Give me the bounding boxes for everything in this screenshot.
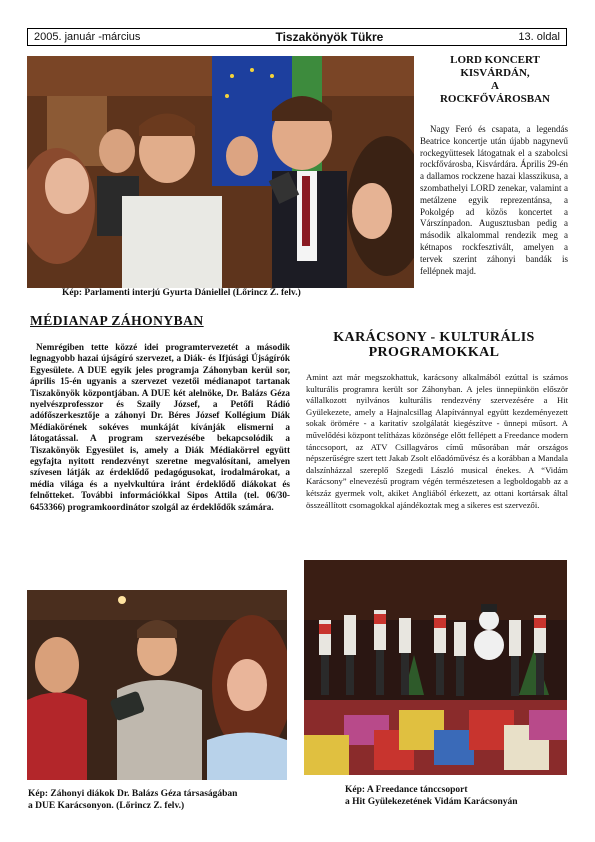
page-number: 13. oldal — [518, 31, 560, 43]
medianap-headline: MÉDIANAP ZÁHONYBAN — [30, 313, 204, 328]
photo-students-image — [27, 590, 287, 780]
lord-body: Nagy Feró és csapata, a legendás Beatrice koncertje után újabb nagynevű rockegyüttesek látogatnak el a szabolcsi rockfővárosba, Kisvárdára. Április 29-én a dallamos rockzene hazai klasszikusa, a szombathelyi LORD zenekar, valamint a metálzene egyik reprezentánsa, a Pokolgép ad közös koncertet a Várszínpadon. Augusztusban pedig a második alkalommal rendezik meg a kétnapos rockfesztivált, amelyen a tervek szerint záhonyi bandák is fellépnek majd. — [420, 124, 568, 276]
photo-freedance — [304, 560, 567, 775]
issue-date: 2005. január -március — [34, 31, 141, 43]
photo-parliament-interview-image — [27, 56, 414, 288]
photo-parliament-interview — [27, 56, 414, 288]
photo-freedance-caption-line2: a Hit Gyülekezetének Vidám Karácsonyán — [345, 796, 518, 807]
lord-headline-line2: KISVÁRDÁN, — [460, 67, 530, 79]
medianap-body: Nemrégiben tette közzé idei programtervezetét a második legnagyobb hazai újságíró szervezet, a Diák- és Ifjúsági Újságírók Egyesülete. A DUE egyik jeles programja Záhonyban kerül sor, április 15-én ugyanis a szervezet vezetői médianapot tartanak Tiszakönyök központjában. A DUE két alelnöke, Dr. Balázs Géza nyelvészprofesszor és Szaily József, a Petőfi Rádió adófőszerkesztője a záhonyi Dr. Béres József Kollégium Diák Médiakörének sokéves munkáját kívánják elismerni a látogatással. A program szervezésébe bekapcsolódik a Tiszakönyök Egyesület is, amely a Diák Médiakörrel együtt egyfajta nyitott rendezvényt szeretne megvalósítani, amelyen szívesen látják az érdeklődő pedagógusokat, irodalmárokat, a média világa és a nyelvkultúra iránt érdeklődő diákokat és felnőtteket. További információkkal Sipos Attila (tel. 06/30-6453366) programkoordinátor szolgál az érdeklődők számára. — [30, 342, 290, 512]
photo-students-caption — [28, 789, 298, 812]
lord-headline-line3: A — [491, 80, 499, 92]
karacsony-headline — [300, 330, 568, 360]
lord-headline-line4: ROCKFŐVÁROSBAN — [439, 93, 550, 105]
photo-students — [27, 590, 287, 780]
publication-title: Tiszakönyök Tükre — [275, 30, 384, 44]
page-header — [27, 28, 567, 46]
karacsony-headline-line2: PROGRAMOKKAL — [368, 345, 500, 360]
photo-freedance-caption — [345, 785, 575, 808]
photo-freedance-image — [304, 560, 567, 775]
photo-students-caption-line2: a DUE Karácsonyon. (Lőrincz Z. felv.) — [28, 800, 185, 811]
karacsony-headline-line1: KARÁCSONY - KULTURÁLIS — [333, 330, 535, 345]
photo-students-caption-line1: Kép: Záhonyi diákok Dr. Balázs Géza társaságában — [28, 789, 238, 799]
karacsony-body: Amint azt már megszokhattuk, karácsony alkalmából ezúttal is számos kulturális programra került sor Záhonyban. A jeles ünnepünkön először vállalkozott nyilvános kulturális rendezvény szervezésére a Hit Gyülekezete, amely a Hajnalcsillag Alapítvánnyal együtt kezdeményezett sokak örömére - a karitatív szolgálatát kiegészítve - ünnepi műsort. A művelődési központ telítházas közönsége előtt fellépett a Freedance modern tánccsoport, az ATV Csillagváros című műsorában már országos népszerűségre szert tett Jakab Zsolt előadóművész és a korábban a Mandala dalszínházzal szereplő Szegedi László musical énekes. A “Vidám Karácsony” elnevezésű program végén természetesen a legboldogabb az a kétszáz gyermek volt, akiket Angliából érkezett, az ottani kortársak által összeállított csomagokkal ajándékoztak meg a sikeres est szervezői. — [306, 372, 569, 510]
lord-headline — [420, 54, 570, 106]
photo-parliament-caption: Kép: Parlamenti interjú Gyurta Dániellel (Lőrincz Z. felv.) — [62, 288, 301, 298]
photo-freedance-caption-line1: Kép: A Freedance tánccsoport — [345, 785, 468, 795]
lord-headline-line1: LORD KONCERT — [450, 54, 540, 66]
